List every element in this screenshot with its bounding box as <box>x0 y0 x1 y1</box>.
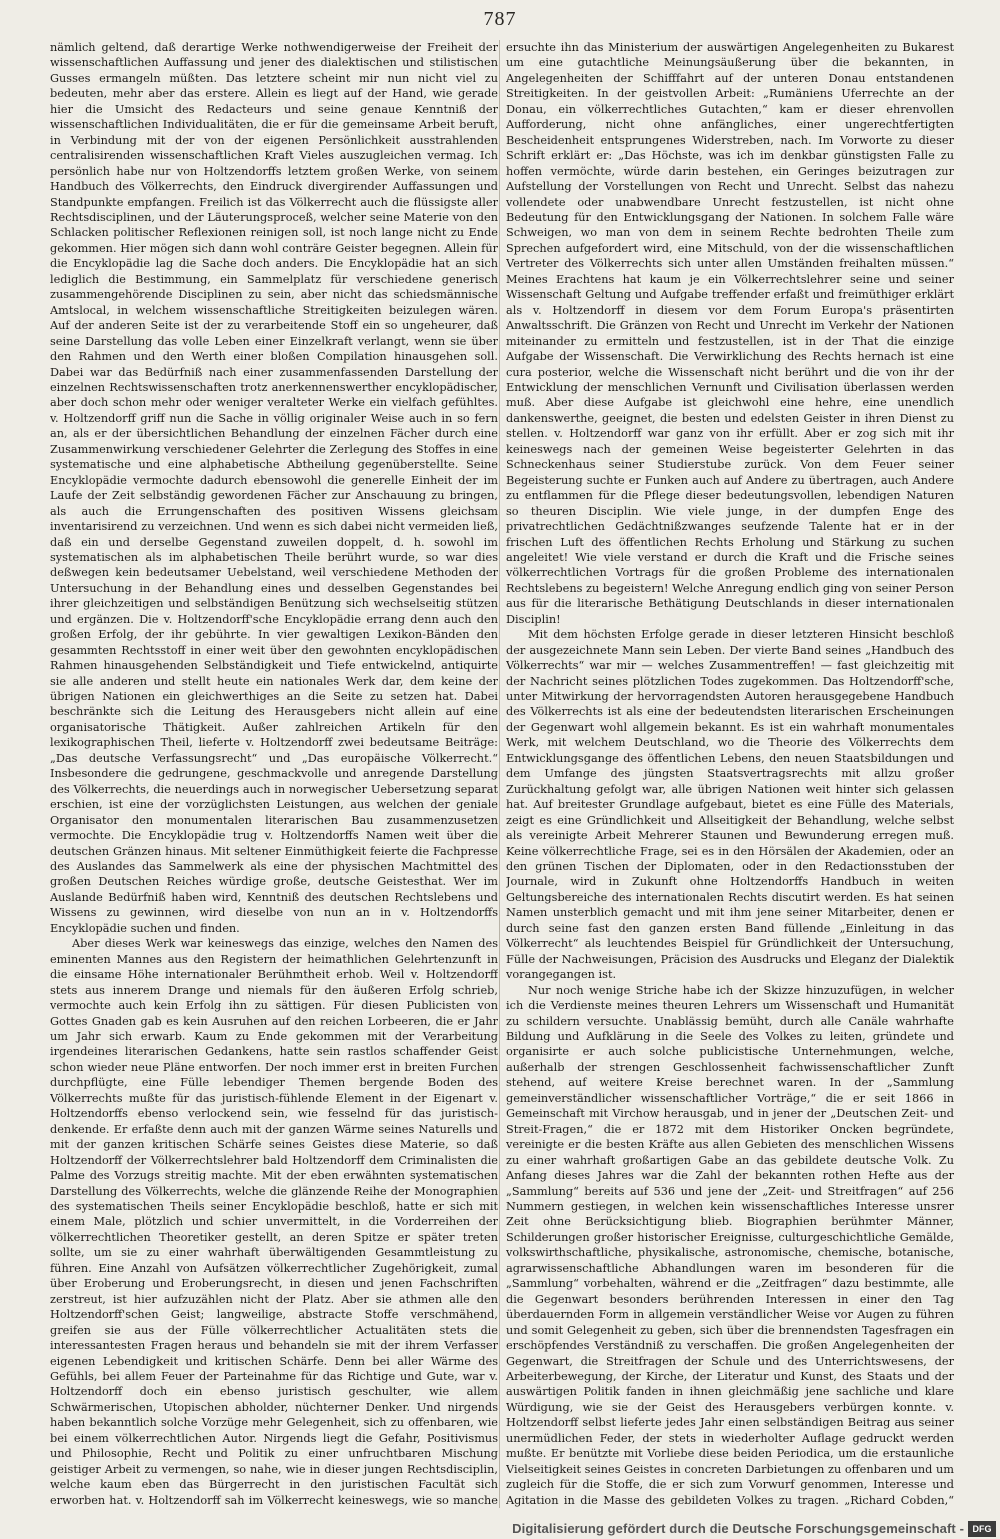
funding-note: Digitalisierung gefördert durch die Deutsche Forschungsgemeinschaft - <box>512 1521 964 1536</box>
right-text-column <box>506 40 954 1508</box>
left-text-column <box>50 40 498 1508</box>
paragraph: Nur noch wenige Striche habe ich der Skizze hinzuzufügen, in welcher ich die Verdienste meines theuren Lehrers um Wissenschaft und Humanität zu schildern versuchte. Unablässig bemüht, durch alle Canäle wahrhafte Bildung und Aufklärung in die Seele des Volkes zu leiten, gründete und organisirte er auch solche publicistische Unternehmungen, welche, außerhalb der strengen Geschlossenheit fachwissenschaftlicher Zunft stehend, auf weitere Kreise berechnet waren. In der „Sammlung gemeinverständlicher wissenschaftlicher Vorträge,“ die er seit 1866 in Gemeinschaft mit Virchow herausgab, und in jener der „Deutschen Zeit- und Streit-Fragen,“ die er 1872 mit dem Historiker Oncken begründete, vereinigte er die besten Kräfte aus allen Gebieten des menschlichen Wissens zu einer wahrhaft großartigen Gabe an das gebildete deutsche Volk. Zu Anfang dieses Jahres war die Zahl der bekannten rothen Hefte aus der „Sammlung“ bereits auf 536 und jene der „Zeit- und Streitfragen“ auf 256 Nummern gestiegen, in welchen kein wissenschaftliches Interesse unsrer Zeit ohne Berücksichtigung blieb. Biographien berühmter Männer, Schilderungen großer historischer Ereignisse, culturgeschichtliche Gemälde, volkswirthschaftliche, physikalische, astronomische, chemische, botanische, agrarwissenschaftliche Abhandlungen waren im besonderen für die „Sammlung“ vorbehalten, während er die „Zeitfragen“ dazu bestimmte, alle die Gegenwart besonders berührenden Interessen in einer den Tag überdauernden Form in allgemein verständlicher Weise vor Augen zu führen und somit Gelegenheit zu geben, sich über die brennendsten Tagesfragen ein erschöpfendes Verständniß zu verschaffen. Die großen Angelegenheiten der Gegenwart, die Streitfragen der Schule und des Unterrichtswesens, der Arbeiterbewegung, der Kirche, der Literatur und Kunst, des Staats und der auswärtigen Politik fanden in ihnen gleichmäßig jene sachliche und klare Würdigung, wie sie der Geist des Herausgebers verbürgen konnte. v. Holtzendorff selbst lieferte jedes Jahr einen selbständigen Beitrag aus seiner unermüdlichen Feder, der stets in wiederholter Auflage gedruckt werden mußte. Er benützte mit Vorliebe diese beiden Periodica, um die erstaunliche Vielseitigkeit seines Geistes in concreten Darbietungen zu offenbaren und um zugleich für die Stoffe, die er sich zum Vorwurf genommen, Interesse und Agitation in die Masse des gebildeten Volkes zu tragen. „Richard Cobden,“ <box>506 983 954 1507</box>
paragraph: Mit dem höchsten Erfolge gerade in dieser letzteren Hinsicht beschloß der ausgezeichnete Mann sein Leben. Der vierte Band seines „Handbuch des Völkerrechts“ war mir — welches Zusammentreffen! — fast gleichzeitig mit der Nachricht seines plötzlichen Todes zugekommen. Das Holtzendorff'sche, unter Mitwirkung der hervorragendsten Autoren herausgegebene Handbuch des Völkerrechts ist als eine der bedeutendsten literarischen Erscheinungen der Gegenwart wohl allgemein bekannt. Es ist ein wahrhaft monumentales Werk, mit welchem Deutschland, wo die Theorie des Völkerrechts dem Entwicklungsgange des öffentlichen Lebens, den neuen Staatsbildungen und dem Umfange des jüngsten Staatsvertragsrechts mit allzu großer Zurückhaltung gefolgt war, alle übrigen Nationen weit hinter sich gelassen hat. Auf breitester Grundlage aufgebaut, bietet es eine Fülle des Materials, zeigt es eine Gründlichkeit und Allseitigkeit der Behandlung, welche selbst als vereinigte Arbeit Mehrerer Staunen und Bewunderung erregen muß. Keine völkerrechtliche Frage, sei es in den Hörsälen der Akademien, oder an den grünen Tischen der Diplomaten, oder in den Redactionsstuben der Journale, wird in Zukunft ohne Holtzendorffs Handbuch in weiten Geltungsbereiche des internationalen Rechts discutirt werden. Es hat seinen Namen unsterblich gemacht und mit ihm jene seiner Mitarbeiter, denen er durch seine fast den ganzen ersten Band füllende „Einleitung in das Völkerrecht“ als leuchtendes Beispiel für Gründlichkeit der Untersuchung, Fülle der Nachweisungen, Präcision des Ausdrucks und Eleganz der Dialektik vorangegangen ist. <box>506 628 954 982</box>
column-divider <box>499 40 500 1508</box>
digitization-footer <box>0 1517 1000 1539</box>
paragraph: Aber dieses Werk war keineswegs das einzige, welches den Namen des eminenten Mannes aus den Registern der heimathlichen Gelehrtenzunft in die einsame Höhe internationaler Berühmtheit erhob. Weil v. Holtzendorff stets aus innerem Drange und niemals für den äußeren Erfolg schrieb, vermochte auch kein Erfolg ihn zu sättigen. Für diesen Publicisten von Gottes Gnaden gab es kein Ausruhen auf den reichen Lorbeeren, die er Jahr um Jahr sich erwarb. Kaum zu Ende gekommen mit der Verarbeitung irgendeines literarischen Gedankens, hatte sein rastlos schaffender Geist schon wieder neue Pläne entworfen. Der noch immer erst in breiten Furchen durchpflügte, eine Fülle lebendiger Themen bergende Boden des Völkerrechts mußte für das juristisch-fühlende Element in der Eigenart v. Holtzendorffs ebenso verlockend sein, wie fesselnd für das juristisch-denkende. Er erfaßte denn auch mit der ganzen Wärme seines Naturells und mit der ganzen kritischen Schärfe seines Geistes diese Materie, so daß Holtzendorff der Völkerrechtslehrer bald Holtzendorff dem Criminalisten die Palme des Vorzugs streitig machte. Mit der eben erwähnten systematischen Darstellung des Völkerrechts, welche die glänzende Reihe der Monographien des systematischen Theils seiner Encyklopädie beschloß, hatte er sich mit einem Male, plötzlich und schier unvermittelt, in die Vorderreihen der völkerrechtlichen Theoretiker gestellt, an deren Spitze er später treten sollte, um sie zu einer wahrhaft überwältigenden Gesammtleistung zu führen. Eine Anzahl von Aufsätzen völkerrechtlicher Zugehörigkeit, zumal über Eroberung und Eroberungsrecht, in diesen und jenen Fachschriften zerstreut, ist hier aufzuzählen nicht der Platz. Aber sie athmen alle den Holtzendorff'schen Geist; langweilige, abstracte Stoffe verschmähend, greifen sie aus der Fülle völkerrechtlicher Actualitäten stets die interessantesten Fragen heraus und behandeln sie mit der ihrem Verfasser eigenen Lebendigkeit und kritischen Schärfe. Denn bei aller Wärme des Gefühls, bei allem Feuer der Parteinahme für das Richtige und Gute, war v. Holtzendorff doch ein ebenso juristisch geschulter, wie allem Schwärmerischen, Utopischen abholder, nüchterner Denker. Und nirgends haben bekanntlich solche Vorzüge mehr Gelegenheit, sich zu offenbaren, wie bei einem völkerrechtlichen Autor. Nirgends liegt die Gefahr, Positivismus und Philosophie, Recht und Politik zu einer unfruchtbaren Mischung geistiger Arbeit zu vermengen, so nahe, wie in dieser jungen Rechtsdisciplin, welche kaum eben das Bürgerrecht in den juristischen Facultät sich erworben hat. v. Holtzendorff sah im Völkerrecht keineswegs, wie so manche <box>50 937 498 1507</box>
dfg-logo: DFG <box>968 1521 996 1537</box>
paragraph: nämlich geltend, daß derartige Werke nothwendigerweise der Freiheit der wissenschaftlichen Auffassung und jener des dialektischen und stilistischen Gusses ermangeln müßten. Das letztere scheint mir nun nicht viel zu bedeuten, mehr aber das erstere. Allein es liegt auf der Hand, wie gerade hier die Umsicht des Redacteurs und seine genaue Kenntniß der wissenschaftlichen Individualitäten, die er für die gemeinsame Arbeit beruft, in Verbindung mit der von der eigenen Persönlichkeit ausstrahlenden centralisirenden wissenschaftlichen Kraft Vieles auszugleichen vermag. Ich persönlich habe nur von Holtzendorffs letztem großen Werke, von seinem Handbuch des Völkerrechts, den Eindruck divergirender Auffassungen und Standpunkte empfangen. Freilich ist das Völkerrecht auch die flüssigste aller Rechtsdisciplinen, und der Läuterungsproceß, welcher seine Materie von den Schlacken politischer Reflexionen reinigen soll, ist noch lange nicht zu Ende gekommen. Hier mögen sich dann wohl conträre Geister begegnen. Allein für die Encyklopädie lag die Sache doch anders. Die Encyklopädie hat an sich lediglich die Bestimmung, ein Sammelplatz für verschiedene generisch zusammengehörende Disciplinen zu sein, aber nicht das schiedsmännische Amtslocal, in welchem wissenschaftliche Streitigkeiten beizulegen wären. Auf der anderen Seite ist der zu verarbeitende Stoff ein so ungeheurer, daß seine Darstellung das volle Leben einer Einzelkraft verlangt, wenn sie über den Rahmen und den Werth einer bloßen Compilation hinausgehen soll. Dabei war das Bedürfniß nach einer zusammenfassenden Darstellung der einzelnen Rechtswissenschaften trotz anerkennenswerther encyklopädischer, aber doch schon mehr oder weniger veralteter Werke ein vielfach gefühltes. v. Holtzendorff griff nun die Sache in völlig originaler Weise auch in so fern an, als er der übersichtlichen Behandlung der einzelnen Fächer durch eine Zusammenwirkung verschiedener Gelehrter die Zerlegung des Stoffes in eine systematische und eine alphabetische Abtheilung gegenüberstellte. Seine Encyklopädie vermochte dadurch ebensowohl die generelle Einheit der im Laufe der Zeit selbständig gewordenen Fächer zur Anschauung zu bringen, als auch die Errungenschaften des positiven Wissens gleichsam inventarisirend zu verzeichnen. Und wenn es sich dabei nicht vermeiden ließ, daß ein und derselbe Gegenstand zuweilen doppelt, d. h. sowohl im systematischen als im alphabetischen Theile berührt wurde, so war dies deßwegen kein bedeutsamer Uebelstand, weil verschiedene Methoden der Untersuchung in der Behandlung eines und desselben Gegenstandes bei ihrer gleichzeitigen und selbständigen Benützung sich wechselseitig stützen und ergänzen. Die v. Holtzendorff'sche Encyklopädie errang denn auch den großen Erfolg, der ihr gebührte. In vier gewaltigen Lexikon-Bänden den gesammten Rechtsstoff in einer weit über den gewohnten encyklopädischen Rahmen hinausgehenden Selbständigkeit und Tiefe entwickelnd, antiquirte sie alle anderen und stellt heute ein nationales Werk dar, dem keine der übrigen Nationen ein gleichwerthiges an die Seite zu setzen hat. Dabei beschränkte sich die Leitung des Herausgebers nicht allein auf eine organisatorische Thätigkeit. Außer zahlreichen Artikeln für den lexikographischen Theil, lieferte v. Holtzendorff zwei bedeutsame Beiträge: „Das deutsche Verfassungsrecht“ und „Das europäische Völkerrecht.“ Insbesondere die gedrungene, geschmackvolle und anregende Darstellung des Völkerrechts, die neuerdings auch in norwegischer Uebersetzung separat erschien, ist eine der vorzüglichsten Leistungen, aus welchen der geniale Organisator den monumentalen literarischen Bau zusammenzusetzen vermochte. Die Encyklopädie trug v. Holtzendorffs Namen weit über die deutschen Gränzen hinaus. Mit seltener Einmüthigkeit feierte die Fachpresse des Auslandes das Sammelwerk als eine der physischen Machtmittel des großen Deutschen Reiches würdige große, deutsche Geistesthat. Wer im Auslande Bedürfniß haben wird, Kenntniß des deutschen Rechtslebens und Wissens zu gewinnen, wird dieselbe von nun an in v. Holtzendorffs Encyklopädie suchen und finden. <box>50 41 498 935</box>
paragraph: ersuchte ihn das Ministerium der auswärtigen Angelegenheiten zu Bukarest um eine gutachtliche Meinungsäußerung über die bekannten, in Angelegenheiten der Schifffahrt auf der unteren Donau entstandenen Streitigkeiten. In der geistvollen Arbeit: „Rumäniens Uferrechte an der Donau, ein völkerrechtliches Gutachten,“ kam er dieser ehrenvollen Aufforderung, nicht ohne anfängliches, einer ungerechtfertigten Bescheidenheit entsprungenes Widerstreben, nach. Im Vorworte zu dieser Schrift erklärt er: „Das Höchste, was ich im denkbar günstigsten Falle zu hoffen vermöchte, würde darin bestehen, ein Geringes beizutragen zur Aufstellung der Vorstellungen von Recht und Unrecht. Selbst das nahezu vollendete oder unabwendbare Unrecht festzustellen, ist nicht ohne Bedeutung für den Entwicklungsgang der Nationen. In solchem Falle wäre Schweigen, wo man von dem in seinem Rechte bedrohten Theile zum Sprechen aufgefordert wird, eine Mitschuld, von der die wissenschaftlichen Vertreter des Völkerrechts sich unter allen Umständen freihalten müssen.“ Meines Erachtens hat kaum je ein Völkerrechtslehrer seine und seiner Wissenschaft Geltung und Aufgabe treffender erfaßt und freimüthiger erklärt als v. Holtzendorff in diesem vor dem Forum Europa's präsentirten Anwaltsschrift. Die Gränzen von Recht und Unrecht im Verkehr der Nationen miteinander zu ermitteln und festzustellen, ist in der That die einzige Aufgabe der Wissenschaft. Die Verwirklichung des Rechts hernach ist eine cura posterior, welche die Wissenschaft nicht berührt und die von ihr der Entwicklung der menschlichen Vernunft und Civilisation überlassen werden muß. Aber diese Aufgabe ist gleichwohl eine hehre, eine unendlich dankenswerthe, geeignet, die besten und edelsten Geister in ihren Dienst zu stellen. v. Holtzendorff war ganz von ihr erfüllt. Aber er zog sich mit ihr keineswegs nach der gemeinen Weise begeisterter Gelehrten in das Schneckenhaus seiner Studierstube zurück. Von dem Feuer seiner Begeisterung suchte er Funken auch auf Andere zu übertragen, auch Andere zu entflammen für die Pflege dieser bedeutungsvollen, lebendigen Naturen so theuren Disciplin. Wie viele junge, in der dumpfen Enge des privatrechtlichen Gedächtnißzwanges seufzende Talente hat er in der frischen Luft des öffentlichen Rechts Erholung und Stärkung zu suchen angeleitet! Wie viele verstand er durch die Kraft und die Frische seines völkerrechtlichen Vortrags für die großen Probleme des internationalen Rechtslebens zu begeistern! Welche Anregung endlich ging von seiner Person aus für die literarische Bethätigung Deutschlands in dieser internationalen Disciplin! <box>506 41 954 626</box>
page-number: 787 <box>483 8 517 30</box>
